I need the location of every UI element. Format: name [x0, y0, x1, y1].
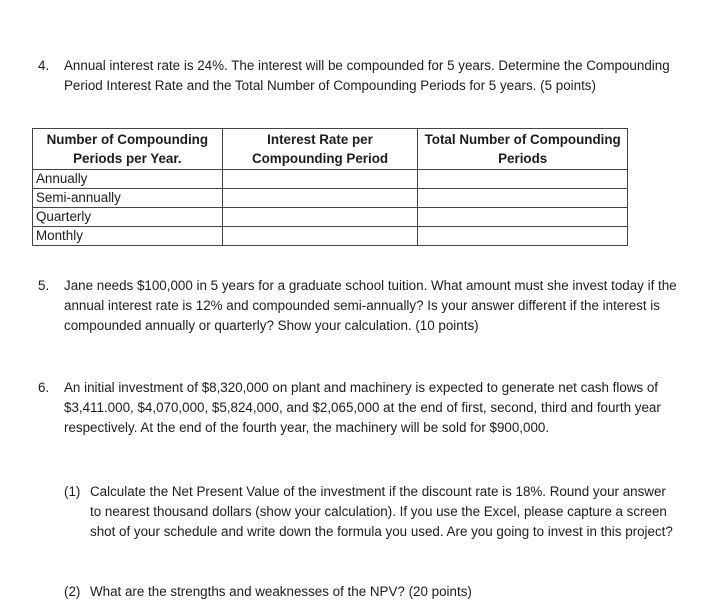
question-6-part-1-text: Calculate the Net Present Value of the investment if the discount rate is 18%. Round your answer to nearest thousand dollars (show your calculation). If you use the Excel, please capture a screen shot of your schedule and write down the formula you used. Are you going to invest in this project? — [90, 484, 673, 539]
row-label-annually: Annually — [33, 170, 223, 189]
header-total-periods: Total Number of Compounding Periods — [418, 129, 628, 170]
table-row — [33, 208, 628, 227]
compounding-table — [32, 128, 628, 246]
question-6-part-2-text: What are the strengths and weaknesses of the NPV? (20 points) — [90, 584, 472, 599]
answer-cell[interactable] — [418, 170, 628, 189]
answer-cell[interactable] — [222, 208, 418, 227]
table-row — [33, 189, 628, 208]
answer-cell[interactable] — [418, 189, 628, 208]
header-rate-per-period: Interest Rate per Compounding Period — [222, 129, 418, 170]
header-periods-per-year: Number of Compounding Periods per Year. — [33, 129, 223, 170]
table-row — [33, 170, 628, 189]
question-6 — [38, 378, 678, 438]
row-label-quarterly: Quarterly — [33, 208, 223, 227]
answer-cell[interactable] — [418, 208, 628, 227]
row-label-semi-annually: Semi-annually — [33, 189, 223, 208]
answer-cell[interactable] — [222, 227, 418, 246]
table-header-row — [33, 129, 628, 170]
question-6-text: An initial investment of $8,320,000 on plant and machinery is expected to generate net cash flows of $3,411.000, $4,070,000, $5,824,000, and $2,065,000 at the end of first, second, third and fourth year respectively. At the end of the fourth year, the machinery will be sold for $900,000. — [64, 380, 661, 435]
question-5 — [38, 276, 678, 336]
question-5-text: Jane needs $100,000 in 5 years for a graduate school tuition. What amount must she invest today if the annual interest rate is 12% and compounded semi-annually? Is your answer different if the interest is compounded annually or quarterly? Show your calculation. (10 points) — [64, 278, 677, 333]
question-4-number: 4. — [38, 58, 50, 73]
answer-cell[interactable] — [222, 170, 418, 189]
question-4 — [38, 56, 678, 96]
question-6-number: 6. — [38, 380, 50, 395]
answer-cell[interactable] — [418, 227, 628, 246]
table-row — [33, 227, 628, 246]
question-6-part-1 — [64, 482, 674, 542]
answer-cell[interactable] — [222, 189, 418, 208]
question-5-number: 5. — [38, 278, 50, 293]
question-6-part-2-number: (2) — [64, 584, 81, 599]
question-6-part-1-number: (1) — [64, 484, 81, 499]
question-4-text: Annual interest rate is 24%. The interest will be compounded for 5 years. Determine the Compounding Period Interest Rate and the Total Number of Compounding Periods for 5 years. (5 points) — [64, 58, 670, 93]
row-label-monthly: Monthly — [33, 227, 223, 246]
question-6-part-2 — [64, 582, 674, 602]
